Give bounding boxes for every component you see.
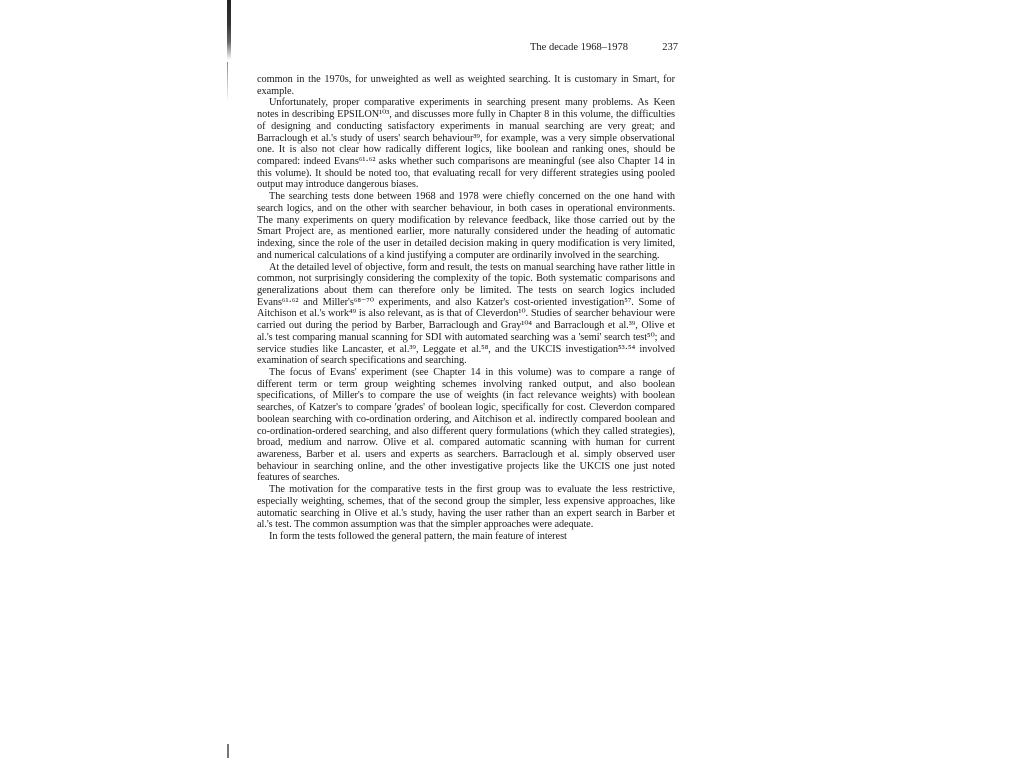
paragraph: Unfortunately, proper comparative experiments in searching present many problems. As Keen notes in describing EPSILON¹⁰³, and discusses more fully in Chapter 8 in this volume, the difficulties of designing and conducting satisfactory experiments in manual searching are very great; and Barraclough et al.'s study of users' search behaviour³⁹, for example, was a very simple observational one. It is also not clear how radically different logics, like boolean and ranking ones, should be compared: indeed Evans⁶¹·⁶² asks whether such comparisons are meaningful (see also Chapter 14 in this volume). It should be noted too, that evaluating recall for very different strategies using pooled output may introduce dangerous biases. [257, 97, 675, 191]
running-head-title: The decade 1968–1978 [530, 42, 628, 53]
paragraph: At the detailed level of objective, form and result, the tests on manual searching have rather little in common, not surprisingly considering the complexity of the topic. Both systematic comparisons and generalizations about them can therefore only be limited. The tests on search logics included Evans⁶¹·⁶² and Miller's⁶⁸⁻⁷⁰ experiments, and also Katzer's cost-oriented investigation⁵⁷. Some of Aitchison et al.'s work⁴⁹ is also relevant, as is that of Cleverdon¹⁰. Studies of searcher behaviour were carried out during the period by Barber, Barraclough and Gray¹⁰⁴ and Barraclough et al.³⁹, Olive et al.'s test comparing manual scanning for SDI with automated searching was a 'semi' search test⁵⁰; and service studies like Lancaster, et al.³⁹, Leggate et al.⁵⁸, and the UKCIS investigation⁵³·⁵⁴ involved examination of search specifications and searching. [257, 261, 675, 367]
scan-artifact-mark [227, 744, 229, 758]
scan-edge-shadow [227, 0, 231, 60]
paragraph: The searching tests done between 1968 and 1978 were chiefly concerned on the one hand with search logics, and on the other with searcher behaviour, in both cases in operational environments. The many experiments on query modification by relevance feedback, like those carried out by the Smart Project are, as mentioned earlier, more naturally considered under the heading of automatic indexing, since the role of the user in detailed decision making in query modification is very limited, and numerical calculations of a kind justifying a computer are ordinarily involved in the searching. [257, 191, 675, 261]
paragraph: The motivation for the comparative tests in the first group was to evaluate the less restrictive, especially weighting, schemes, that of the second group the simpler, less expensive approaches, like automatic searching in Olive et al.'s study, having the user rather than an expert search in Barber et al.'s test. The common assumption was that the simpler approaches were adequate. [257, 484, 675, 531]
paragraph: common in the 1970s, for unweighted as well as weighted searching. It is customary in Smart, for example. [257, 74, 675, 97]
paragraph: The focus of Evans' experiment (see Chapter 14 in this volume) was to compare a range of different term or term group weighting schemes involving ranked output, and also boolean specifications, of Miller's to compare the use of weights (in fact relevance weights) with boolean searches, of Katzer's to compare 'grades' of boolean logic, specifically for cost. Cleverdon compared boolean searching with co-ordination ordering, and Aitchison et al. indirectly compared boolean and co-ordination-ordered searching, and also different query formulations (which they called strategies), broad, medium and narrow. Olive et al. compared automatic scanning with human for current awareness, Barber et al. users and experts as searchers. Barraclough et al. simply observed user behaviour in searching online, and the other investigative projects like the UKCIS one just noted features of searches. [257, 366, 675, 484]
page-body [257, 74, 675, 543]
paragraph: In form the tests followed the general pattern, the main feature of interest [269, 531, 567, 543]
page-number: 237 [662, 42, 678, 53]
scan-edge-line [227, 62, 228, 102]
running-head [530, 42, 678, 53]
